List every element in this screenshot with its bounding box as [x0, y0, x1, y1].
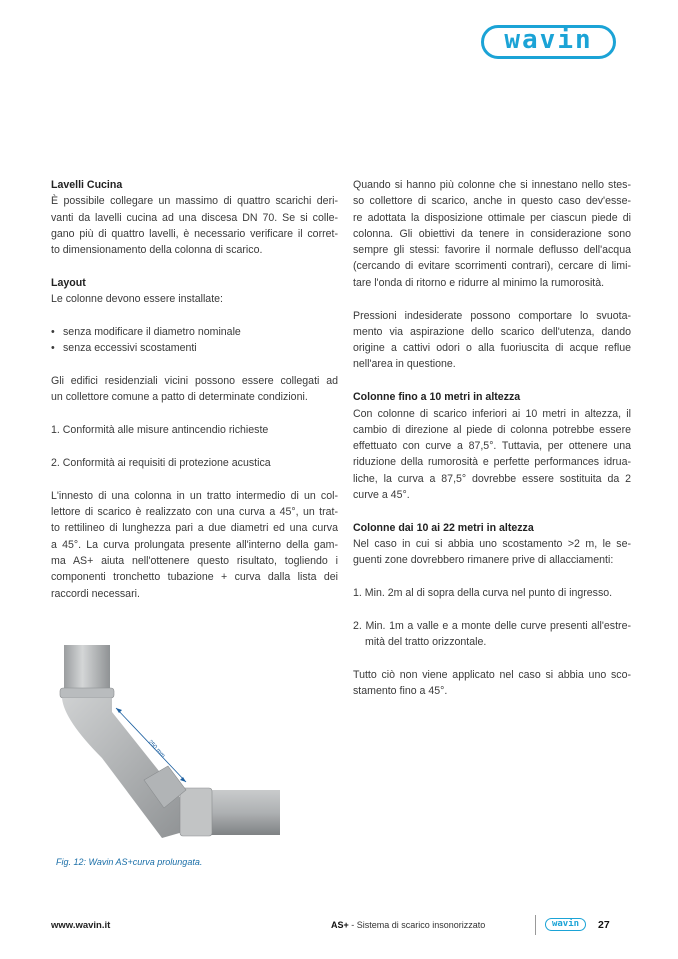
text-line: nell'area in questione.	[353, 358, 456, 371]
spacer	[51, 439, 338, 456]
section-heading: Colonne dai 10 ai 22 metri in altezza	[353, 521, 534, 534]
text-line: È possibile collegare un massimo di quattro scarichi deri-	[51, 195, 338, 208]
text-line: Le colonne devono essere installate:	[51, 293, 223, 306]
footer-wavin-logo: wavin	[545, 918, 586, 931]
text-line: 2. Min. 1m a valle e a monte delle curve presenti all'estre-	[353, 620, 631, 633]
dimension-label: 250 mm	[146, 739, 166, 760]
text-line: gano più di quattro lavelli, è necessario verificare il corret-	[51, 227, 338, 240]
text-line: raccordi necessari.	[51, 587, 140, 600]
footer-url[interactable]: www.wavin.it	[51, 920, 111, 931]
text-line: mento via aspirazione dello scarico dell'utenza, dando	[353, 325, 631, 338]
spacer	[353, 602, 631, 619]
paragraph	[51, 193, 338, 258]
spacer	[353, 291, 631, 308]
section-heading: Colonne fino a 10 metri in altezza	[353, 391, 521, 404]
wavin-logo: wavin	[481, 25, 616, 59]
paragraph	[353, 585, 631, 601]
paragraph	[353, 406, 631, 504]
paragraph	[51, 422, 338, 438]
spacer	[51, 471, 338, 488]
text-line: curve a 45°.	[353, 489, 410, 502]
text-line: guenti zone dovrebbero rimanere prive di allacciamenti:	[353, 554, 614, 567]
text-line: to rettilineo di lunghezza pari a due diametri ed una curva	[51, 522, 338, 535]
footer-product-desc: - Sistema di scarico insonorizzato	[348, 920, 486, 930]
text-line: sempre gli stessi: favorire il normale deflusso dell'acqua	[353, 244, 631, 257]
text-line: mità del tratto orizzontale.	[365, 636, 487, 649]
spacer	[51, 258, 338, 275]
pipe-figure	[40, 640, 280, 840]
text-line: Nel caso in cui si abbia uno scostamento >2 m, le se-	[353, 538, 631, 551]
spacer	[353, 373, 631, 390]
text-line: a 45°. La curva prolungata presente all'interno della gam-	[51, 538, 338, 551]
paragraph	[353, 308, 631, 373]
text-line: vanti da lavelli cucina ad una discesa DN 70. Se si colle-	[51, 211, 338, 224]
spacer	[51, 357, 338, 374]
spacer	[353, 503, 631, 520]
text-line: cambio di direzione al piede di colonna potrebbe essere	[353, 423, 631, 436]
paragraph	[353, 536, 631, 569]
paragraph	[51, 291, 338, 307]
text-line: 1. Conformità alle misure antincendio richieste	[51, 424, 269, 437]
text-line: re adottata la disposizione ottimale per ciascun piede di	[353, 211, 631, 224]
page-number: 27	[598, 919, 610, 931]
footer-product: AS+	[331, 920, 349, 930]
paragraph	[51, 455, 338, 471]
paragraph	[51, 373, 338, 406]
section-heading: Lavelli Cucina	[51, 179, 123, 191]
bullet-item: • senza eccessivi scostamenti	[51, 340, 338, 356]
paragraph	[353, 177, 631, 291]
text-line: Tutto ciò non viene applicato nel caso si abbia uno sco-	[353, 669, 631, 682]
bullet-item: • senza modificare il diametro nominale	[51, 324, 338, 340]
text-line: 2. Conformità ai requisiti di protezione acustica	[51, 457, 271, 470]
text-line: componenti tronchetto tubazione + curva dalla lista dei	[51, 571, 338, 584]
paragraph	[353, 618, 631, 651]
left-column	[51, 177, 338, 602]
text-line: Con colonne di scarico inferiori ai 10 metri in altezza, il	[353, 407, 631, 420]
text-line: Pressioni indesiderate possono comportare lo svuota-	[353, 309, 631, 322]
spacer	[353, 651, 631, 668]
text-line: liche, la curva a 87,5° dovrebbe essere sostituita da 2	[353, 472, 631, 485]
text-line: Gli edifici residenziali vicini possono essere collegati ad	[51, 375, 338, 388]
footer-divider	[535, 915, 536, 935]
spacer	[51, 406, 338, 423]
text-line: stamento fino a 45°.	[353, 685, 448, 698]
paragraph	[51, 488, 338, 602]
section-heading: Layout	[51, 276, 86, 289]
right-column	[353, 177, 631, 700]
text-line: un collettore comune a patto di determinate condizioni.	[51, 391, 308, 404]
text-line: colonna. Gli obiettivi da tenere in considerazione sono	[353, 227, 631, 240]
text-line: L'innesto di una colonna in un tratto intermedio di un col-	[51, 489, 338, 502]
text-line: origine a cattivi odori o alla fuoriuscita di acque reflue	[353, 342, 631, 355]
text-line: effettuato con curve a 87,5°. Tuttavia, per ottenere una	[353, 440, 631, 453]
text-line: lettore di scarico è realizzato con una curva a 45°, un trat-	[51, 506, 338, 519]
spacer	[51, 308, 338, 325]
text-line: tare l'onda di ritorno e ridurre al minimo la rumorosità.	[353, 276, 605, 289]
text-line: Quando si hanno più colonne che si innestano nello stes-	[353, 179, 631, 191]
text-line: so collettore di scarico, anche in questo caso dev'esse-	[353, 195, 631, 208]
footer-title	[331, 920, 485, 930]
text-line: (cercando di evitare scorrimenti contrari), cercare di limi-	[353, 260, 631, 273]
figure-caption: Fig. 12: Wavin AS+curva prolungata.	[56, 857, 203, 867]
text-line: 1. Min. 2m al di sopra della curva nel punto di ingresso.	[353, 587, 613, 600]
text-line: to dimensionamento della colonna di scarico.	[51, 244, 263, 257]
text-line: riduzione della rumorosità e perfette performances idrua-	[353, 456, 631, 469]
text-line: ma AS+ aiuta nell'ottenere questo risultato, togliendo i	[51, 555, 338, 568]
paragraph	[353, 667, 631, 700]
spacer	[353, 569, 631, 586]
